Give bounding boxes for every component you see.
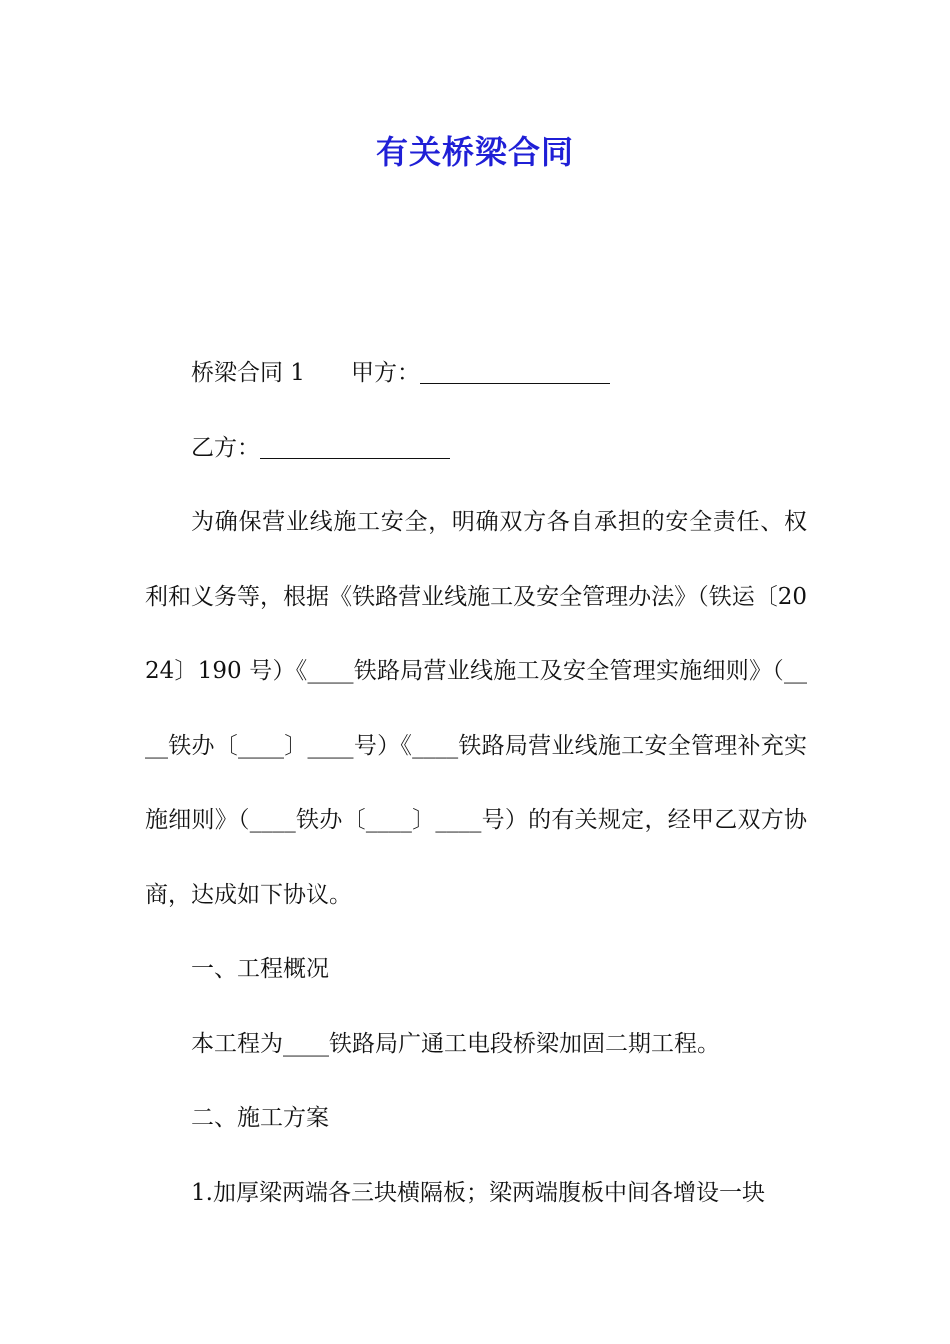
- section2-heading: 二、施工方案: [191, 1105, 329, 1131]
- party-b-blank: [260, 434, 450, 459]
- document-body: [145, 336, 807, 1230]
- party-a-label: 甲方：: [350, 360, 420, 386]
- contract-header-line: [145, 336, 807, 411]
- contract-number-label: 桥梁合同 1: [191, 360, 305, 386]
- section1-body: 本工程为____铁路局广通工电段桥梁加固二期工程。: [191, 1030, 720, 1057]
- section2-item-1: 1.加厚梁两端各三块横隔板；梁两端腹板中间各增设一块: [191, 1179, 765, 1206]
- party-b-label: 乙方：: [191, 434, 260, 461]
- party-a-blank: [420, 359, 610, 384]
- party-b-line: [145, 411, 807, 486]
- section1-heading: 一、工程概况: [191, 956, 329, 982]
- document-title: 有关桥梁合同: [375, 133, 574, 171]
- intro-paragraph: 为确保营业线施工安全，明确双方各自承担的安全责任、权利和义务等，根据《铁路营业线施工及安全管理办法》（铁运〔2024〕190 号）《____铁路局营业线施工及安全管理实施细则》（____铁办〔____〕____号）《____铁路局营业线施工安全管理补充实施细则》（____铁办〔____〕____号）的有关规定，经甲乙双方协商，达成如下协议。: [145, 509, 807, 908]
